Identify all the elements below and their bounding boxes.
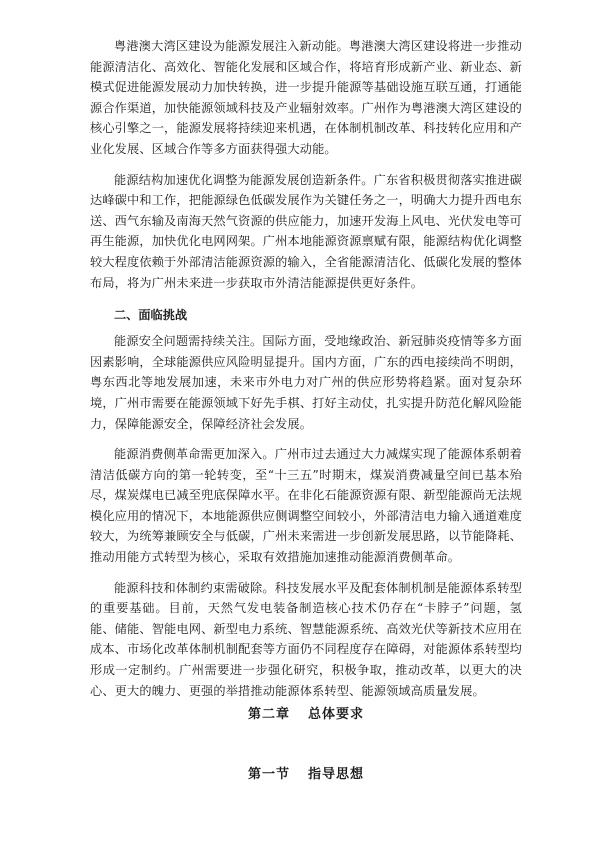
chapter-name: 总体要求 (308, 707, 365, 722)
chapter-title (90, 703, 522, 722)
section-title (90, 763, 522, 782)
paragraph-consumption-revolution: 能源消费侧革命需更加深入。广州市过去通过大力减煤实现了能源体系朝着清洁低碳方向的第一轮转变，至“十三五”时期末，煤炭消费减量空间已基本殆尽，煤炭煤电已减至兜底保障水平。在非化石能源资源有限、新型能源尚无法规模化应用的情况下，本地能源供应侧调整空间较小，外部清洁电力输入通道难度较大，为统筹兼顾安全与低碳，广州未来需进一步创新发展思路，以节能降耗、推动用能方式转型为核心，采取有效措施加速推动能源消费侧革命。 (90, 447, 522, 565)
section-heading-challenges: 二、面临挑战 (114, 308, 188, 323)
paragraph-energy-structure: 能源结构加速优化调整为能源发展创造新条件。广东省积极贯彻落实推进碳达峰碳中和工作，把能源绿色低碳发展作为关键任务之一，明确大力提升西电东送、西气东输及南海天然气资源的供应能力，加速开发海上风电、光伏发电等可再生能源，加快优化电网网架。广州本地能源资源禀赋有限，能源结构优化调整较大程度依赖于外部清洁能源资源的输入，全省能源清洁化、低碳化发展的整体布局，将为广州未来进一步获取市外清洁能源提供更好条件。 (90, 172, 522, 290)
paragraph-energy-security: 能源安全问题需持续关注。国际方面，受地缘政治、新冠肺炎疫情等多方面因素影响，全球能源供应风险明显提升。国内方面，广东的西电接续尚不明朗，粤东西北等地发展加速，未来市外电力对广州的供应形势将趋紧。面对复杂环境，广州市需要在能源领域下好先手棋、打好主动仗，扎实提升防范化解风险能力，保障能源安全，保障经济社会发展。 (90, 334, 522, 431)
paragraph-technology-constraints: 能源科技和体制约束需破除。科技发展水平及配套体制机制是能源体系转型的重要基础。目前，天然气发电装备制造核心技术仍存在“卡脖子”问题，氢能、储能、智能电网、新型电力系统、智慧能源系统、高效光伏等新技术应用在成本、市场化改革体制机制配套等方面仍不同程度存在障碍，对能源体系转型均形成一定制约。广州需要进一步强化研究，积极争取，推动改革，以更大的决心、更大的魄力、更强的举措推动能源体系转型、能源领域高质量发展。 (90, 580, 522, 698)
chapter-number: 第二章 (247, 707, 290, 722)
document-body (90, 36, 522, 701)
section-name: 指导思想 (308, 767, 365, 782)
paragraph-greater-bay-area: 粤港澳大湾区建设为能源发展注入新动能。粤港澳大湾区建设将进一步推动能源清洁化、高效化、智能化发展和区域合作，将培育形成新产业、新业态、新模式促进能源发展动力加快转换，进一步提升能源等基础设施互联互通，打通能源合作渠道，加快能源领域科技及产业辐射效率。广州作为粤港澳大湾区建设的核心引擎之一，能源发展将持续迎来机遇，在体制机制改革、科技转化应用和产业化发展、区域合作等多方面获得强大动能。 (90, 39, 522, 156)
section-number: 第一节 (247, 767, 290, 782)
